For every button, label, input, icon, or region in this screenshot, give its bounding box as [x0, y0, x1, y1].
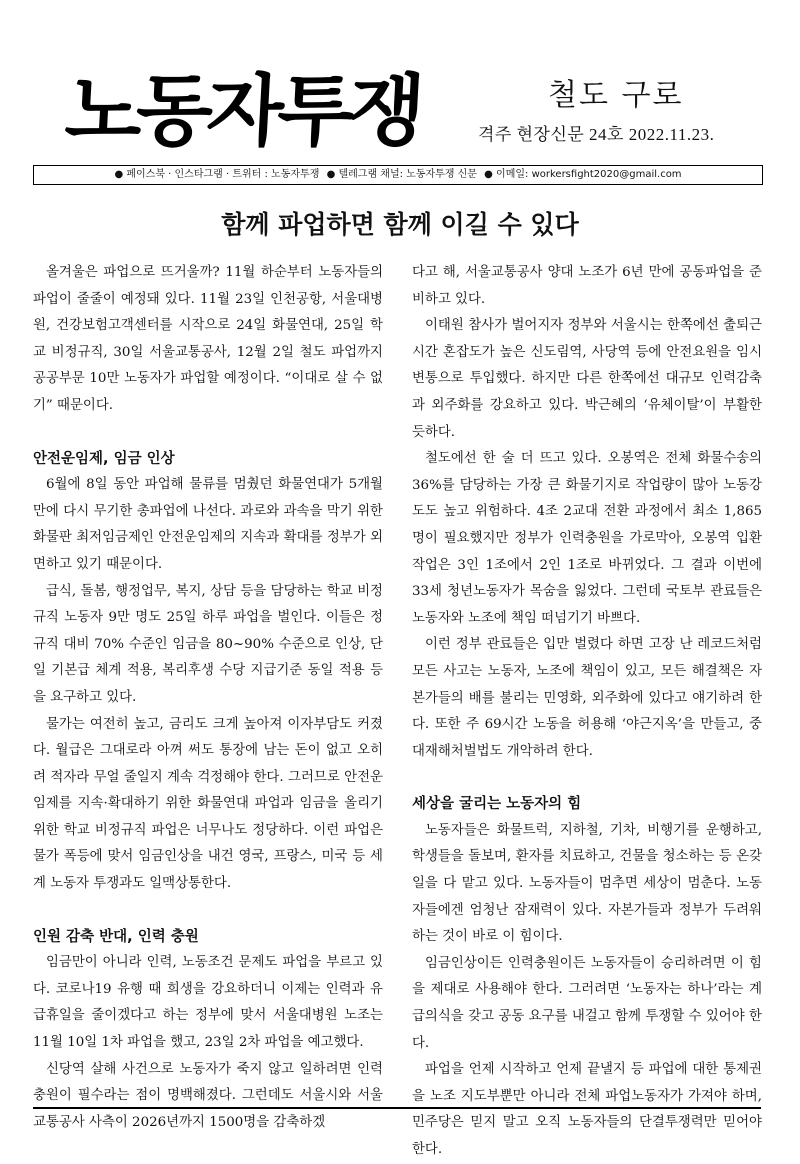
paragraph: 올겨울은 파업으로 뜨거울까? 11월 하순부터 노동자들의 파업이 줄줄이 예정돼 있다. 11월 23일 인천공항, 서울대병원, 건강보험고객센터를 시작으로 24일 화물연대, 25일 학교 비정규직, 30일 서울교통공사, 12월 2일 철도 파업까지 공공부문 10만 노동자가 파업할 예정이다. “이대로 살 수 없기” 때문이다. — [33, 265, 383, 413]
email-info: ● 이메일: workersfight2020@gmail.com — [484, 169, 682, 180]
contact-bar — [33, 165, 763, 185]
paragraph: 임금인상이든 인력충원이든 노동자들이 승리하려면 이 힘을 제대로 사용해야 한다. 그러려면 ‘노동자는 하나’라는 계급의식을 갖고 공동 요구를 내걸고 함께 투쟁할 수 있어야 한다. — [412, 955, 762, 1051]
paragraph: 노동자들은 화물트럭, 지하철, 기차, 비행기를 운행하고, 학생들을 돌보며, 환자를 치료하고, 건물을 청소하는 등 온갖 일을 다 맡고 있다. 노동자들이 멈추면 세상이 멈춘다. 노동자들에겐 엄청난 잠재력이 있다. 자본가들과 정부가 두려워하는 것이 바로 이 힘이다. — [412, 822, 762, 945]
newspaper-logo: 노동자투쟁 — [62, 67, 422, 157]
section-heading: 인원 감축 반대, 인력 충원 — [33, 928, 199, 945]
paragraph: 6월에 8일 동안 파업해 물류를 멈췄던 화물연대가 5개월 만에 다시 무기한 총파업에 나선다. 과로와 과속을 막기 위한 화물판 최저임금제인 안전운임제의 지속과 확대를 정부가 외면하고 있기 때문이다. — [33, 477, 383, 572]
left-column — [33, 260, 383, 1136]
paragraph: 다고 해, 서울교통공사 양대 노조가 6년 만에 공동파업을 준비하고 있다. — [412, 265, 762, 307]
right-column — [412, 260, 762, 1164]
social-media-info: ● 페이스북 · 인스타그램 · 트위터 : 노동자투쟁 — [114, 169, 320, 180]
paragraph: 임금만이 아니라 인력, 노동조건 문제도 파업을 부르고 있다. 코로나19 유행 때 희생을 강요하더니 이제는 인력과 유급휴일을 줄이겠다고 하는 정부에 맞서 서울대병원 노조는 11월 10일 1차 파업을 했고, 23일 2차 파업을 예고했다. — [33, 955, 383, 1051]
issue-info: 격주 현장신문 24호 2022.11.23. — [478, 125, 715, 144]
section-heading: 안전운임제, 임금 인상 — [33, 450, 175, 467]
headline: 함께 파업하면 함께 이길 수 있다 — [221, 210, 579, 239]
paragraph: 파업을 언제 시작하고 언제 끝낼지 등 파업에 대한 통제권을 노조 지도부뿐만 아니라 전체 파업노동자가 가져야 하며, 민주당은 믿지 말고 오직 노동자들의 단결투쟁력만 믿어야 한다. — [412, 1062, 762, 1157]
paragraph: 급식, 돌봄, 행정업무, 복지, 상담 등을 담당하는 학교 비정규직 노동자 9만 명도 25일 하루 파업을 벌인다. 이들은 정규직 대비 70% 수준인 임금을 80~90% 수준으로 인상, 단일 기본급 체계 적용, 복리후생 수당 지급기준 동일 적용 등을 요구하고 있다. — [33, 583, 383, 705]
paragraph: 신당역 살해 사건으로 노동자가 죽지 않고 일하려면 인력충원이 필수라는 점이 명백해졌다. 그런데도 서울시와 서울교통공사 사측이 2026년까지 1500명을 감축하겠 — [33, 1061, 383, 1130]
masthead — [62, 62, 748, 166]
branch-name: 철도 구로 — [548, 78, 684, 113]
paragraph: 이태원 참사가 벌어지자 정부와 서울시는 한쪽에선 출퇴근 시간 혼잡도가 높은 신도림역, 사당역 등에 안전요원을 임시변통으로 투입했다. 하지만 다른 한쪽에선 대규모 인력감축과 외주화를 강요하고 있다. 박근혜의 ‘유체이탈’이 부활한 듯하다. — [412, 318, 762, 440]
section-heading: 세상을 굴리는 노동자의 힘 — [412, 796, 582, 813]
telegram-info: ● 텔레그램 채널: 노동자투쟁 신문 — [326, 169, 477, 180]
bottom-rule — [33, 1107, 761, 1109]
paragraph: 물가는 여전히 높고, 금리도 크게 높아져 이자부담도 커졌다. 월급은 그대로라 아껴 써도 통장에 남는 돈이 없고 오히려 적자라 무얼 줄일지 계속 걱정해야 한다. 그러므로 안전운임제를 지속·확대하기 위한 화물연대 파업과 임금을 올리기 위한 학교 비정규직 파업은 너무나도 정당하다. 이런 파업은 물가 폭등에 맞서 임금인상을 내건 영국, 프랑스, 미국 등 세계 노동자 투쟁과도 일맥상통한다. — [33, 716, 383, 892]
paragraph: 철도에선 한 술 더 뜨고 있다. 오봉역은 전체 화물수송의 36%를 담당하는 가장 큰 화물기지로 작업량이 많아 노동강도도 높고 위험하다. 4조 2교대 전환 과정에서 최소 1,865명이 필요했지만 정부가 인력충원을 가로막아, 오봉역 입환 작업은 3인 1조에서 2인 1조로 바뀌었다. 그 결과 이번에 33세 청년노동자가 목숨을 잃었다. 그런데 국토부 관료들은 노동자와 노조에 책임 떠넘기기 바쁘다. — [412, 451, 762, 626]
paragraph: 이런 정부 관료들은 입만 벌렸다 하면 고장 난 레코드처럼 모든 사고는 노동자, 노조에 책임이 있고, 모든 해결책은 자본가들의 배를 불리는 민영화, 외주화에 있다고 얘기하려 한다. 또한 주 69시간 노동을 허용해 ‘야근지옥’을 만들고, 중대재해처벌법도 개악하려 한다. — [412, 637, 762, 759]
